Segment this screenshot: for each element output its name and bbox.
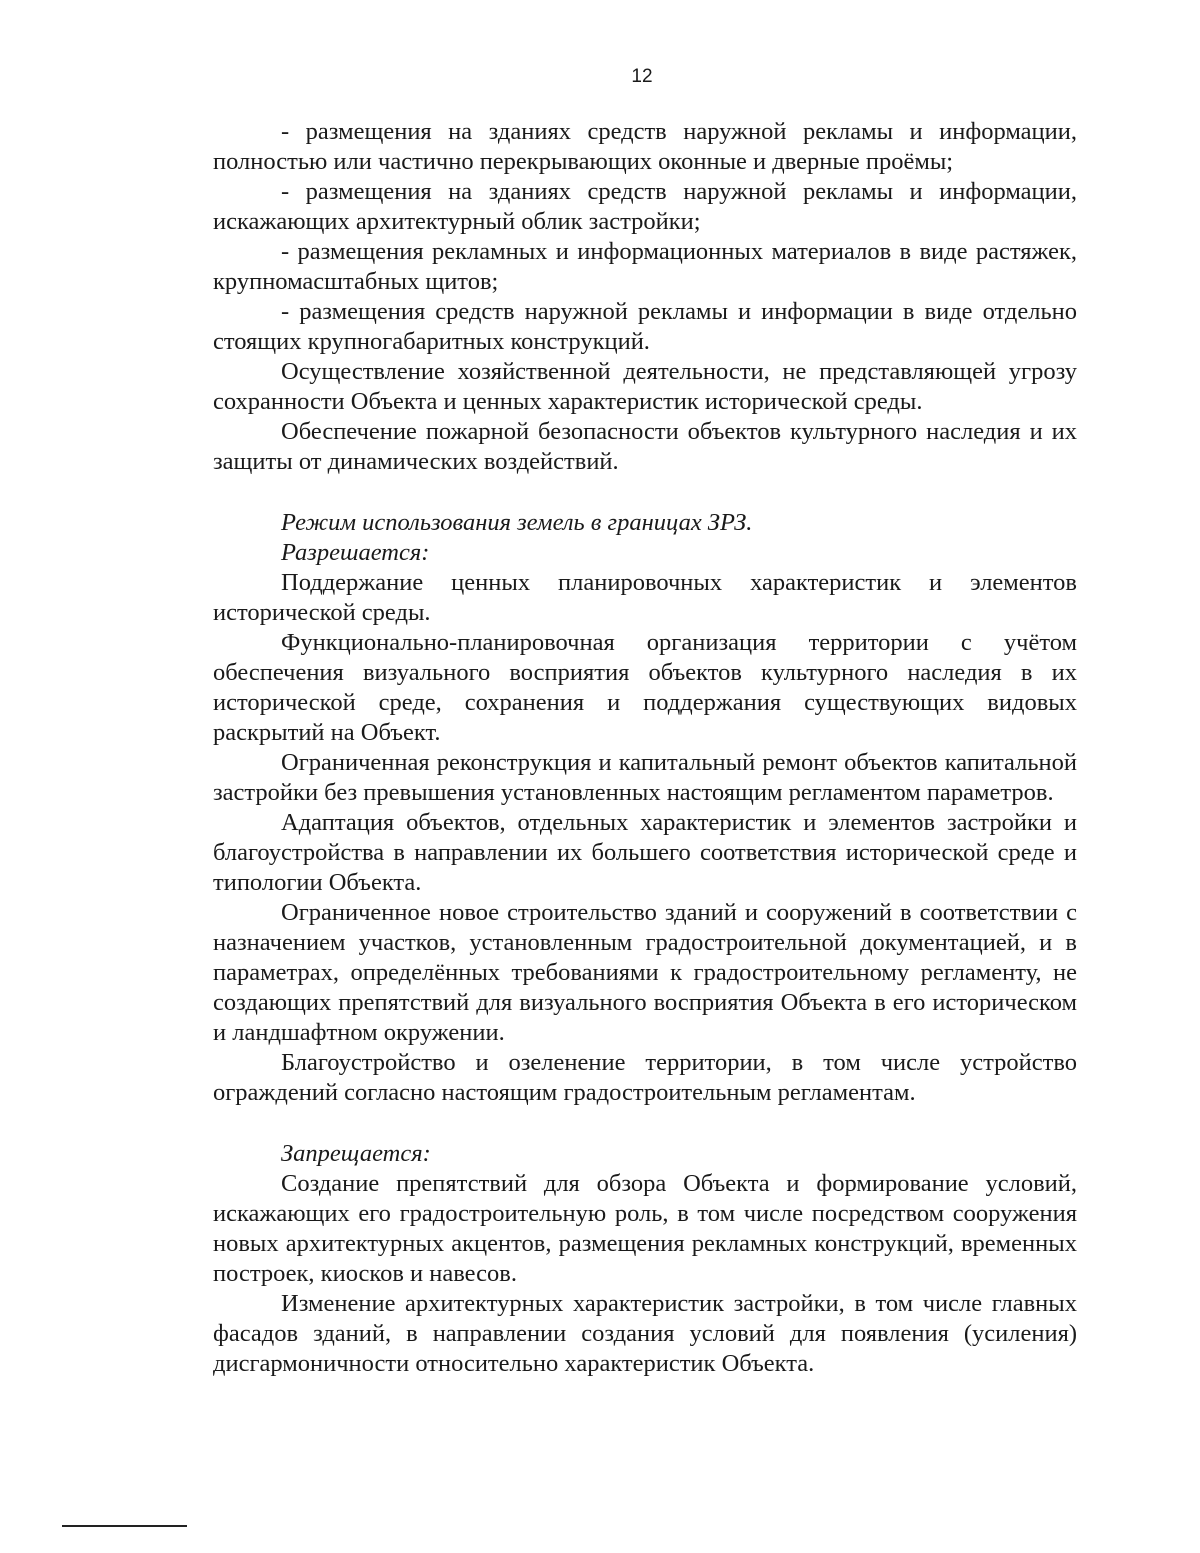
paragraph: - размещения на зданиях средств наружной рекламы и информации, полностью или частично перекрывающих оконные и дверные проёмы; (213, 118, 1077, 175)
document-body (213, 117, 1077, 1379)
allowed-heading: Разрешается: (281, 539, 430, 566)
paragraph: Обеспечение пожарной безопасности объектов культурного наследия и их защиты от динамических воздействий. (213, 418, 1077, 475)
section-title: Режим использования земель в границах ЗРЗ. (281, 509, 753, 536)
paragraph: Осуществление хозяйственной деятельности, не представляющей угрозу сохранности Объекта и ценных характеристик исторической среды. (213, 358, 1077, 415)
paragraph: Ограниченная реконструкция и капитальный ремонт объектов капитальной застройки без превышения установленных настоящим регламентом параметров. (213, 749, 1077, 806)
page-number: 12 (631, 66, 653, 87)
footnote-separator (62, 1525, 187, 1527)
prohibited-heading: Запрещается: (281, 1140, 431, 1167)
paragraph: Адаптация объектов, отдельных характеристик и элементов застройки и благоустройства в направлении их большего соответствия исторической среде и типологии Объекта. (213, 809, 1077, 896)
paragraph: Благоустройство и озеленение территории, в том числе устройство ограждений согласно настоящим градостроительным регламентам. (213, 1049, 1077, 1106)
paragraph: Ограниченное новое строительство зданий и сооружений в соответствии с назначением участков, установленным градостроительной документацией, и в параметрах, определённых требованиями к градостроительному регламенту, не создающих препятствий для визуального восприятия Объекта в его историческом и ландшафтном окружении. (213, 899, 1077, 1046)
spacer (213, 477, 1077, 508)
paragraph: Изменение архитектурных характеристик застройки, в том числе главных фасадов зданий, в направлении создания условий для появления (усиления) дисгармоничности относительно характеристик Объекта. (213, 1290, 1077, 1377)
spacer (213, 1108, 1077, 1139)
paragraph: Создание препятствий для обзора Объекта и формирование условий, искажающих его градостроительную роль, в том числе посредством сооружения новых архитектурных акцентов, размещения рекламных конструкций, временных построек, киосков и навесов. (213, 1170, 1077, 1287)
paragraph: - размещения рекламных и информационных материалов в виде растяжек, крупномасштабных щитов; (213, 238, 1077, 295)
paragraph: - размещения на зданиях средств наружной рекламы и информации, искажающих архитектурный облик застройки; (213, 178, 1077, 235)
paragraph: Поддержание ценных планировочных характеристик и элементов исторической среды. (213, 569, 1077, 626)
paragraph: - размещения средств наружной рекламы и информации в виде отдельно стоящих крупногабаритных конструкций. (213, 298, 1077, 355)
paragraph: Функционально-планировочная организация территории с учётом обеспечения визуального восприятия объектов культурного наследия в их исторической среде, сохранения и поддержания существующих видовых раскрытий на Объект. (213, 629, 1077, 746)
